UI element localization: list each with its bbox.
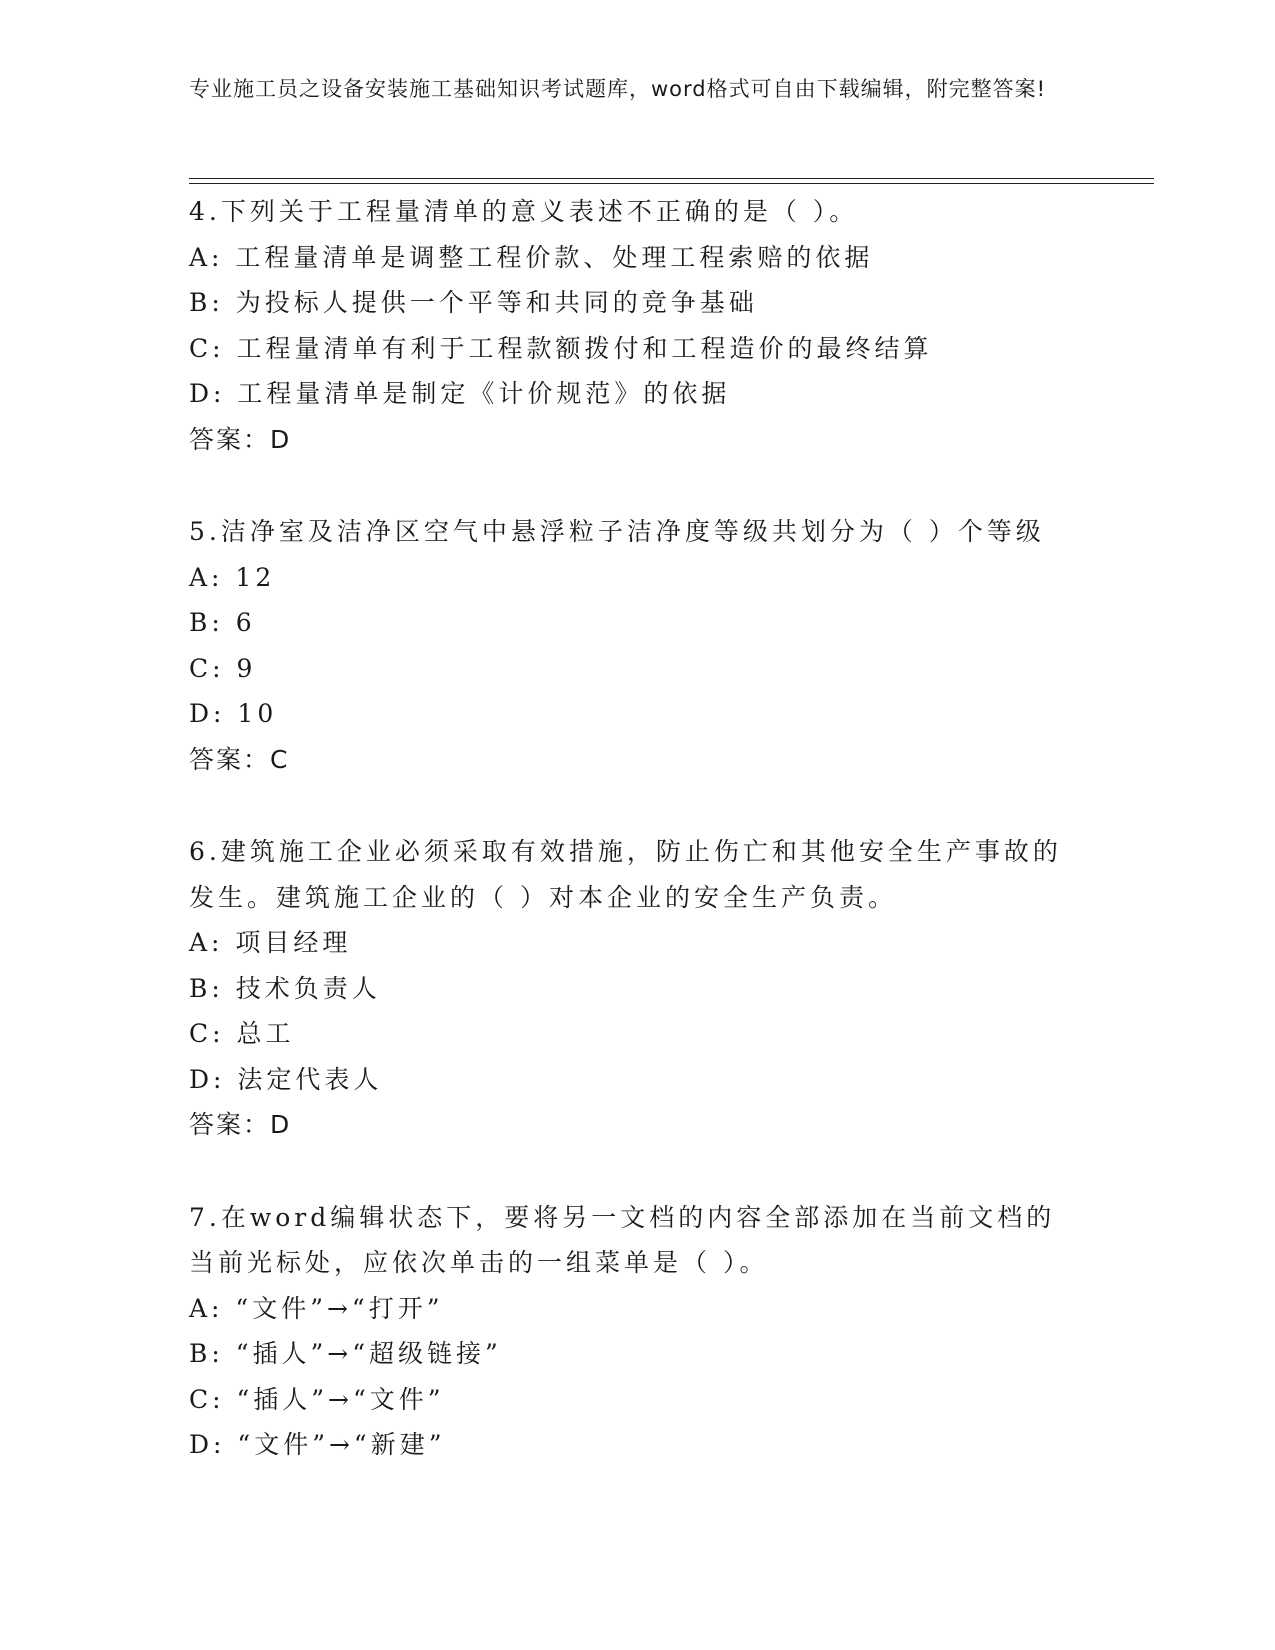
question-list — [189, 189, 1089, 1515]
header-rule-top — [189, 178, 1154, 179]
option-c: C: 总工 — [189, 1019, 295, 1048]
question-7 — [189, 1195, 1089, 1468]
question-stem: 5.洁净室及洁净区空气中悬浮粒子洁净度等级共划分为（ ）个等级 — [189, 517, 1045, 546]
question-stem: 4.下列关于工程量清单的意义表述不正确的是（ ）。 — [189, 197, 859, 226]
question-6 — [189, 829, 1089, 1148]
option-c: C: 工程量清单有利于工程款额拨付和工程造价的最终结算 — [189, 333, 933, 363]
question-5 — [189, 509, 1089, 782]
option-b: B: “插人”→“超级链接” — [189, 1339, 502, 1368]
answer: 答案：C — [189, 744, 290, 774]
question-stem: 7.在word编辑状态下，要将另一文档的内容全部添加在当前文档的当前光标处，应依次单击的一组菜单是（ ）。 — [189, 1202, 1056, 1277]
option-d: D: 10 — [189, 699, 278, 728]
option-d: D: “文件”→“新建” — [189, 1430, 446, 1459]
option-d: D: 法定代表人 — [189, 1064, 383, 1094]
option-a: A: 工程量清单是调整工程价款、处理工程索赔的依据 — [189, 242, 874, 272]
document-header: 专业施工员之设备安装施工基础知识考试题库，word格式可自由下载编辑，附完整答案! — [189, 77, 1047, 101]
option-a: A: 12 — [189, 562, 276, 592]
option-a: A: “文件”→“打开” — [189, 1293, 444, 1323]
option-a: A: 项目经理 — [189, 928, 352, 957]
header-rule-bottom — [189, 183, 1154, 184]
option-b: B: 为投标人提供一个平等和共同的竞争基础 — [189, 288, 758, 317]
option-c: C: “插人”→“文件” — [189, 1384, 445, 1414]
option-c: C: 9 — [189, 653, 257, 683]
question-stem: 6.建筑施工企业必须采取有效措施，防止伤亡和其他安全生产事故的发生。建筑施工企业的（ ）对本企业的安全生产负责。 — [189, 837, 1062, 912]
question-4 — [189, 189, 1089, 462]
option-d: D: 工程量清单是制定《计价规范》的依据 — [189, 379, 731, 408]
answer: 答案：D — [189, 424, 292, 454]
option-b: B: 6 — [189, 608, 256, 637]
option-b: B: 技术负责人 — [189, 973, 381, 1003]
answer: 答案：D — [189, 1110, 292, 1139]
